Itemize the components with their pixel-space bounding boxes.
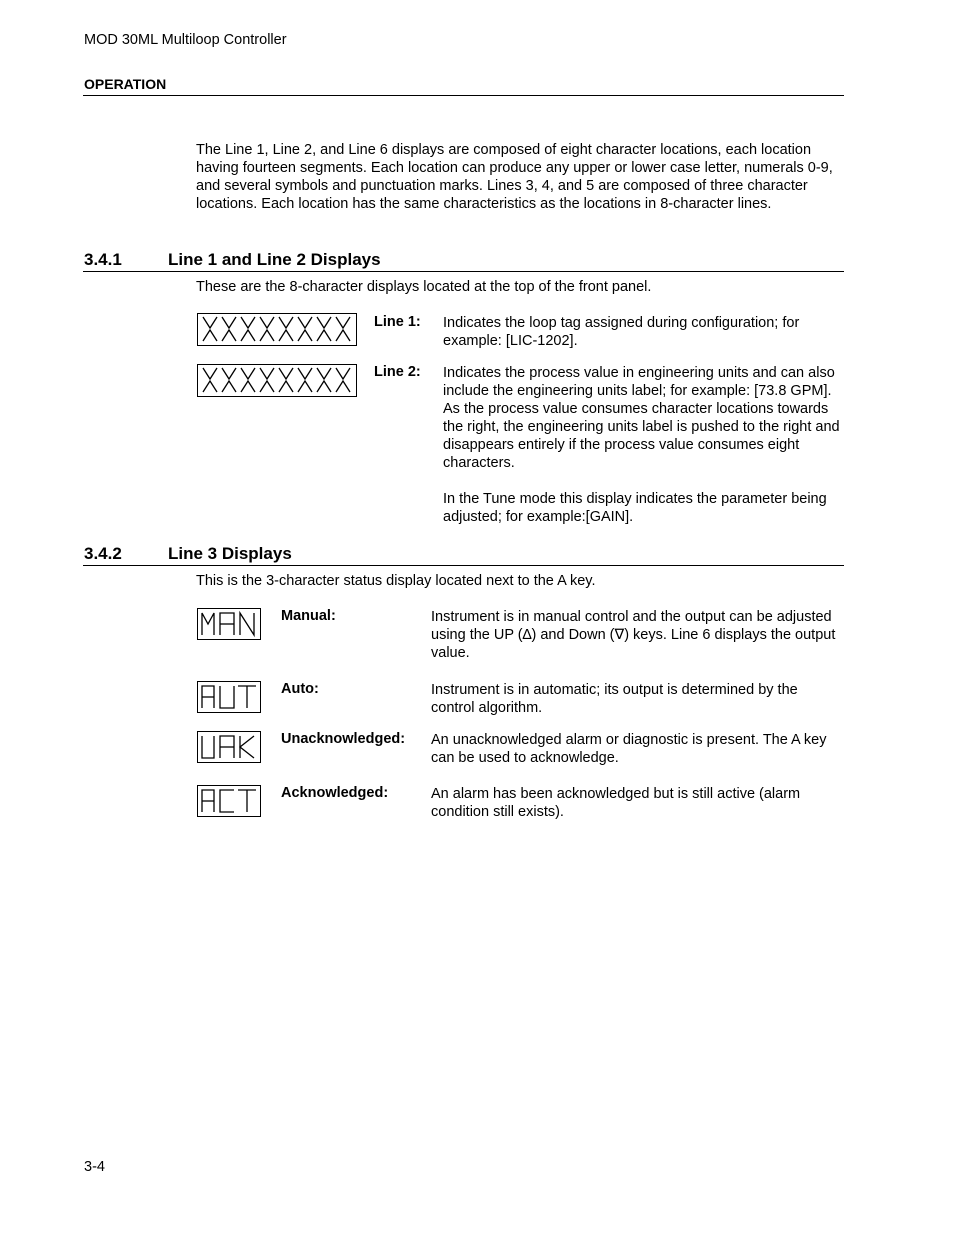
unacknowledged-display-graphic [197, 731, 261, 763]
unacknowledged-description: An unacknowledged alarm or diagnostic is present. The A key can be used to acknowledge. [431, 732, 827, 766]
section-number-342: 3.4.2 [84, 544, 122, 563]
manual-label: Manual: [281, 608, 336, 624]
acknowledged-description: An alarm has been acknowledged but is still active (alarm condition still exists). [431, 786, 801, 820]
line1-description: Indicates the loop tag assigned during configuration; for example: [LIC-1202]. [443, 315, 800, 349]
line1-label: Line 1: [374, 314, 421, 330]
auto-description: Instrument is in automatic; its output is determined by the control algorithm. [431, 682, 798, 716]
line2-description: Indicates the process value in engineering units and can also include the engineering units label; for example: [73.8 GPM]. As the process value consumes character locations towards the right, the engineering units label is pushed to the right and disappears entirely if the process value consumes eight characters. [443, 365, 840, 471]
section-lead-342: This is the 3-character status display located next to the A key. [196, 573, 596, 589]
section-number-341: 3.4.1 [84, 250, 122, 269]
section-title-341: Line 1 and Line 2 Displays [168, 250, 381, 269]
man-glyphs [202, 613, 254, 635]
section-divider-341 [83, 271, 844, 272]
unacknowledged-label: Unacknowledged: [281, 731, 406, 747]
acknowledged-label: Acknowledged: [281, 785, 389, 801]
auto-label: Auto: [281, 681, 319, 697]
line2-label: Line 2: [374, 364, 421, 380]
section-lead-341: These are the 8-character displays located at the top of the front panel. [196, 279, 652, 295]
manual-description: Instrument is in manual control and the output can be adjusted using the UP (∆) and Down (∇) keys. Line 6 displays the output value. [431, 609, 836, 661]
acknowledged-display-graphic [197, 785, 261, 817]
auto-display-graphic [197, 681, 261, 713]
aut-glyphs [202, 686, 256, 708]
intro-paragraph: The Line 1, Line 2, and Line 6 displays are composed of eight character locations, each location having fourteen segments. Each location can produce any upper or lower case letter, numerals 0-9, and several symbols and punctuation marks. Lines 3, 4, and 5 are composed of three character locations. Each location has the same characteristics as the locations in 8-character lines. [196, 142, 833, 212]
document-title: MOD 30ML Multiloop Controller [84, 32, 287, 48]
page-number: 3-4 [84, 1159, 105, 1175]
section-title-342: Line 3 Displays [168, 544, 292, 563]
section-divider-342 [83, 565, 844, 566]
uak-glyphs [202, 736, 254, 758]
line2-display-graphic [197, 364, 357, 397]
act-glyphs [202, 790, 256, 812]
segment-glyphs [203, 368, 350, 392]
line2-tune-note: In the Tune mode this display indicates the parameter being adjusted; for example:[GAIN]. [443, 491, 827, 525]
segment-glyphs [203, 317, 350, 341]
line1-display-graphic [197, 313, 357, 346]
section-heading: OPERATION [84, 76, 167, 92]
header-divider [83, 95, 844, 96]
manual-display-graphic [197, 608, 261, 640]
